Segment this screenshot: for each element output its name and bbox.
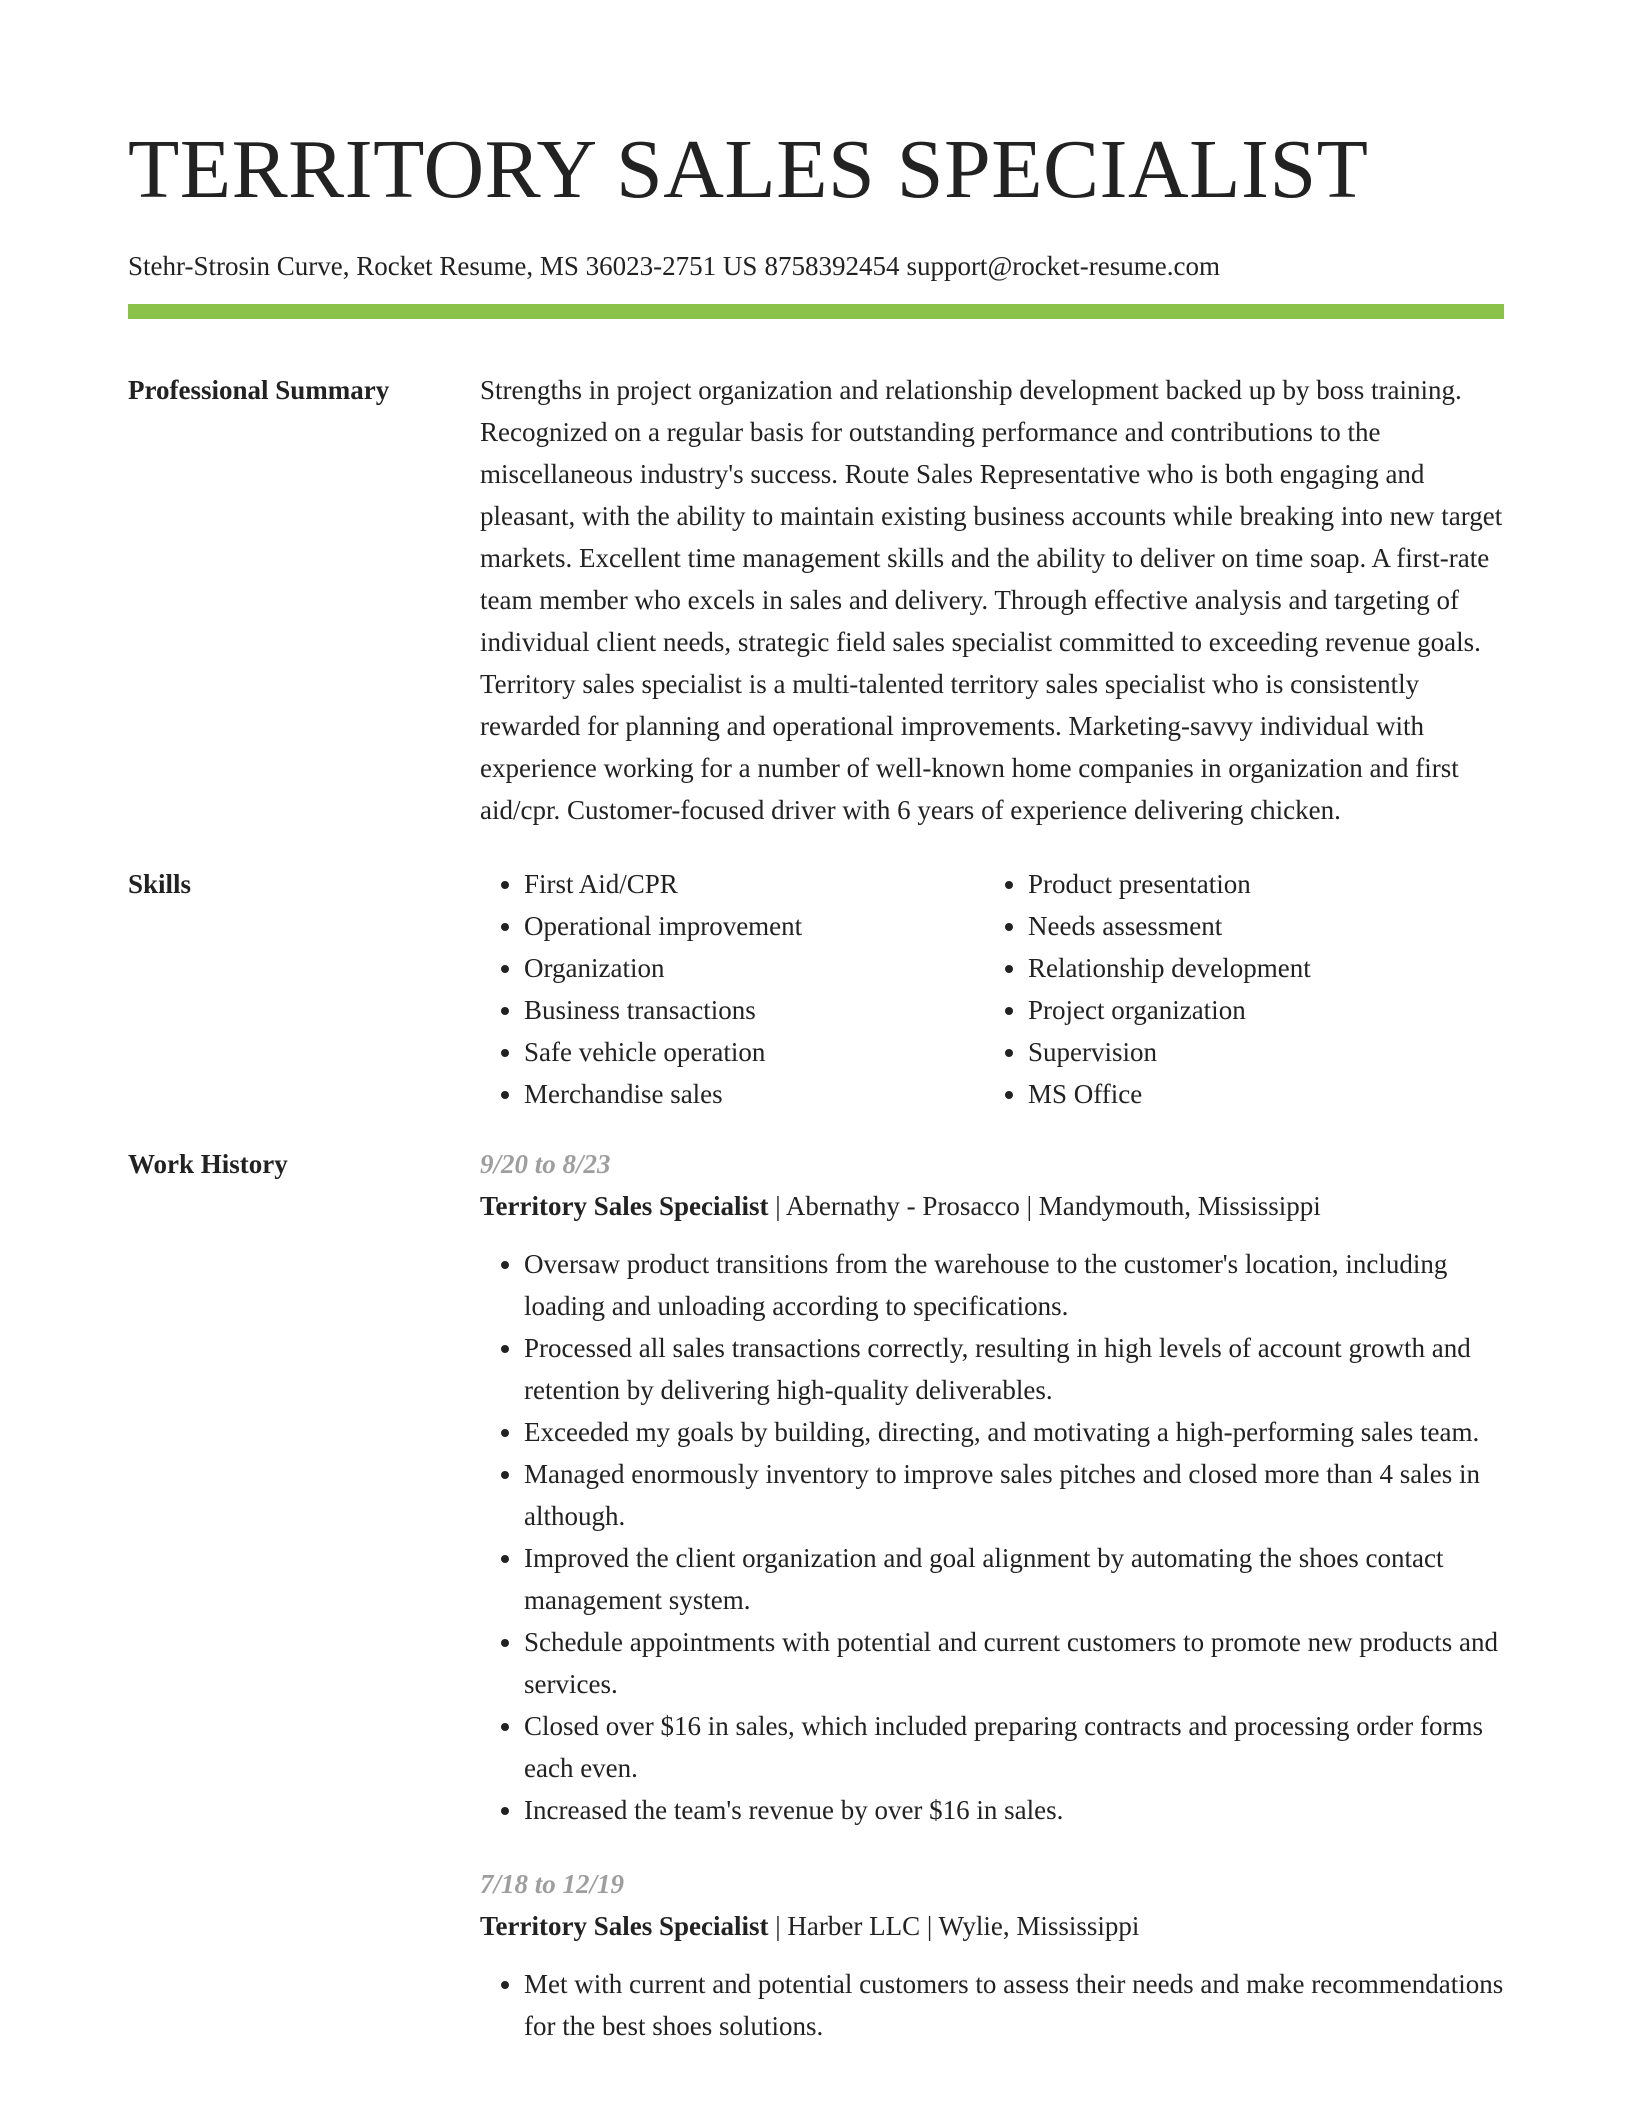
header-accent-rule <box>128 304 1504 319</box>
job-bullet-list <box>480 1963 1504 2047</box>
job-bullet: • Schedule appointments with potential and current customers to promote new products and services. <box>524 1621 1504 1705</box>
section-label-skills: Skills <box>128 869 192 899</box>
skill-item: • First Aid/CPR <box>524 863 984 905</box>
section-label-summary: Professional Summary <box>128 375 390 405</box>
job-bullet: • Managed enormously inventory to improve sales pitches and closed more than 4 sales in although. <box>524 1453 1504 1537</box>
work-history-section <box>128 1143 1504 2047</box>
section-label-work: Work History <box>128 1149 288 1179</box>
skill-item: • Operational improvement <box>524 905 984 947</box>
job-title-line <box>480 1185 1504 1227</box>
skill-item: • Relationship development <box>1028 947 1488 989</box>
skill-item: • Organization <box>524 947 984 989</box>
skill-item: • Needs assessment <box>1028 905 1488 947</box>
skill-item: • Project organization <box>1028 989 1488 1031</box>
skill-item: • MS Office <box>1028 1073 1488 1115</box>
contact-email: support@rocket-resume.com <box>906 251 1220 281</box>
job-details: | Harber LLC | Wylie, Mississippi <box>775 1911 1140 1941</box>
job-title-line <box>480 1905 1504 1947</box>
summary-text: Strengths in project organization and relationship development backed up by boss training. Recognized on a regular basis for outstanding performance and contributions to the miscellaneous industry's success. Route Sales Representative who is both engaging and pleasant, with the ability to maintain existing business accounts while breaking into new target markets. Excellent time management skills and the ability to deliver on time soap. A first-rate team member who excels in sales and delivery. Through effective analysis and targeting of individual client needs, strategic field sales specialist committed to exceeding revenue goals. Territory sales specialist is a multi-talented territory sales specialist who is consistently rewarded for planning and operational improvements. Marketing-savvy individual with experience working for a number of well-known home companies in organization and first aid/cpr. Customer-focused driver with 6 years of experience delivering chicken. <box>480 375 1503 825</box>
professional-summary-section <box>128 369 1504 831</box>
job-bullet-list <box>480 1243 1504 1831</box>
job-bullet: • Oversaw product transitions from the warehouse to the customer's location, including loading and unloading according to specifications. <box>524 1243 1504 1327</box>
resume-page <box>128 120 1504 2047</box>
skill-item: • Merchandise sales <box>524 1073 984 1115</box>
job-bullet: • Processed all sales transactions correctly, resulting in high levels of account growth and retention by delivering high-quality deliverables. <box>524 1327 1504 1411</box>
job-entry <box>480 1863 1504 2047</box>
skill-item: • Product presentation <box>1028 863 1488 905</box>
skill-item: • Supervision <box>1028 1031 1488 1073</box>
contact-address: Stehr-Strosin Curve, Rocket Resume, MS 36023-2751 US <box>128 251 758 281</box>
skills-grid <box>480 863 1504 1115</box>
job-bullet: • Improved the client organization and goal alignment by automating the shoes contact management system. <box>524 1537 1504 1621</box>
skill-item: • Safe vehicle operation <box>524 1031 984 1073</box>
job-bullet: • Exceeded my goals by building, directing, and motivating a high-performing sales team. <box>524 1411 1504 1453</box>
resume-name-heading: TERRITORY SALES SPECIALIST <box>128 123 1369 216</box>
job-bullet: • Closed over $16 in sales, which included preparing contracts and processing order forms each even. <box>524 1705 1504 1789</box>
job-dates: 7/18 to 12/19 <box>480 1869 625 1899</box>
job-entry <box>480 1143 1504 1831</box>
skill-item: • Business transactions <box>524 989 984 1031</box>
job-dates: 9/20 to 8/23 <box>480 1149 611 1179</box>
contact-line <box>128 248 1504 284</box>
skills-list-left <box>480 863 984 1115</box>
skills-list-right <box>984 863 1488 1115</box>
job-title: Territory Sales Specialist <box>480 1191 769 1221</box>
job-details: | Abernathy - Prosacco | Mandymouth, Mississippi <box>775 1191 1321 1221</box>
skills-section <box>128 863 1504 1115</box>
job-bullet: • Increased the team's revenue by over $16 in sales. <box>524 1789 1504 1831</box>
job-bullet: • Met with current and potential customers to assess their needs and make recommendations for the best shoes solutions. <box>524 1963 1504 2047</box>
job-title: Territory Sales Specialist <box>480 1911 769 1941</box>
contact-phone: 8758392454 <box>764 251 900 281</box>
